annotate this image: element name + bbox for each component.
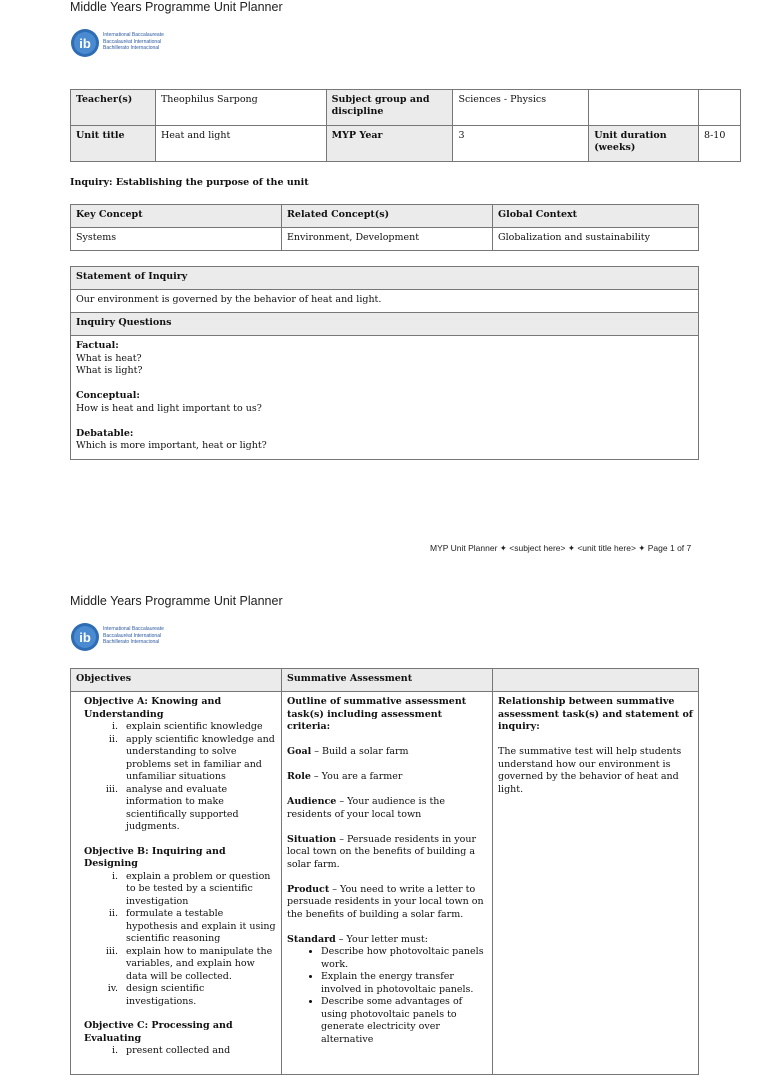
unit-duration-value: 8-10 — [699, 126, 741, 162]
objective-b-title: Objective B: Inquiring and Designing — [84, 845, 226, 869]
key-concept-value: Systems — [71, 228, 282, 251]
factual-label: Factual: — [76, 340, 119, 351]
unit-title-value: Heat and light — [155, 126, 326, 162]
related-concept-value: Environment, Development — [282, 228, 493, 251]
list-item: • Explain the energy transfer involved in photovoltaic panels. — [321, 971, 487, 996]
page-footer: MYP Unit Planner ✦ <subject here> ✦ <unit title here> ✦ Page 1 of 7 — [430, 543, 692, 553]
objective-b-list — [84, 871, 276, 1009]
ib-logo-icon — [70, 622, 100, 652]
page-header: Middle Years Programme Unit Planner — [70, 0, 283, 14]
summative-cell — [282, 692, 493, 1075]
logo-line-3: Bachillerato Internacional — [103, 45, 160, 51]
global-context-value: Globalization and sustainability — [493, 228, 699, 251]
ib-logo — [70, 28, 180, 60]
product-line: Product – You need to write a letter to persuade residents in your local town on the benefits of building a solar farm. — [287, 883, 484, 920]
objective-a-list — [84, 721, 276, 834]
conceptual-label: Conceptual: — [76, 390, 140, 401]
empty-cell — [589, 90, 699, 126]
ib-logo-icon — [70, 28, 100, 58]
list-item: iii. analyse and evaluate information to make scientifically supported judgments. — [105, 783, 239, 832]
logo-line-1: International Baccalaureate — [103, 32, 164, 38]
subject-value: Sciences - Physics — [453, 90, 589, 126]
inquiry-questions — [71, 336, 699, 460]
myp-year-value: 3 — [453, 126, 589, 162]
list-item: • Describe some advantages of using photovoltaic panels to generate electricity over alternative — [321, 996, 487, 1046]
logo-line-2: Baccalauréat International — [103, 632, 162, 639]
objectives-cell — [71, 692, 282, 1075]
conceptual-question: How is heat and light important to us? — [76, 402, 262, 414]
summative-label: Summative Assessment — [282, 669, 493, 692]
statement-value: Our environment is governed by the behavior of heat and light. — [71, 290, 699, 313]
logo-line-1: International Baccalaureate — [103, 626, 164, 632]
svg-text:ib: ib — [79, 36, 91, 51]
ib-logo — [70, 622, 180, 654]
empty-cell — [699, 90, 741, 126]
list-item: ii. formulate a testable hypothesis and explain it using scientific reasoning — [108, 908, 276, 944]
page-header: Middle Years Programme Unit Planner — [70, 594, 283, 608]
list-item: i. explain a problem or question to be tested by a scientific investigation — [111, 870, 271, 907]
teacher-label: Teacher(s) — [71, 90, 156, 126]
objectives-label: Objectives — [71, 669, 282, 692]
objective-a-title: Objective A: Knowing and Understanding — [84, 696, 222, 720]
factual-question: What is light? — [76, 365, 143, 376]
svg-text:ib: ib — [79, 630, 91, 645]
inquiry-questions-label: Inquiry Questions — [71, 313, 699, 336]
relationship-header — [493, 669, 699, 692]
global-context-label: Global Context — [493, 205, 699, 228]
logo-line-2: Baccalauréat International — [103, 38, 162, 45]
concepts-table — [70, 204, 699, 251]
factual-question: What is heat? — [76, 352, 142, 364]
key-concept-label: Key Concept — [71, 205, 282, 228]
statement-label: Statement of Inquiry — [71, 267, 699, 290]
relationship-title: Relationship between summative assessment task(s) and statement of inquiry: — [498, 696, 693, 732]
audience-line: Audience – Your audience is the residents of your local town — [287, 796, 446, 820]
debatable-question: Which is more important, heat or light? — [76, 440, 267, 451]
summative-outline: Outline of summative assessment task(s) including assessment criteria: — [287, 696, 467, 732]
objective-c-list — [84, 1045, 276, 1058]
role-line: Role – You are a farmer — [287, 771, 403, 782]
debatable-label: Debatable: — [76, 427, 134, 439]
logo-line-3: Bachillerato Internacional — [103, 639, 160, 645]
assessment-table — [70, 668, 699, 1075]
list-item: ii. apply scientific knowledge and understanding to solve problems set in familiar and unfamiliar situations — [108, 733, 275, 782]
unit-duration-label: Unit duration (weeks) — [589, 126, 699, 162]
inquiry-heading: Inquiry: Establishing the purpose of the unit — [70, 177, 309, 188]
related-concept-label: Related Concept(s) — [282, 205, 493, 228]
unit-title-label: Unit title — [71, 126, 156, 162]
standard-line: Standard – Your letter must: — [287, 933, 428, 945]
inquiry-table — [70, 266, 699, 460]
subject-label: Subject group and discipline — [326, 90, 453, 126]
list-item: i. explain scientific knowledge — [111, 721, 263, 732]
teacher-value: Theophilus Sarpong — [155, 90, 326, 126]
situation-line: Situation – Persuade residents in your local town on the benefits of building a solar farm. — [287, 833, 477, 870]
myp-year-label: MYP Year — [326, 126, 453, 162]
list-item: iii. explain how to manipulate the variables, and explain how data will be collected. — [105, 945, 273, 982]
relationship-text: The summative test will help students understand how our environment is governed by the behavior of heat and light. — [498, 746, 682, 795]
standard-list — [287, 946, 487, 1046]
objective-c-title: Objective C: Processing and Evaluating — [84, 1020, 233, 1044]
relationship-cell — [493, 692, 699, 1075]
goal-line: Goal – Build a solar farm — [287, 746, 409, 757]
list-item: • Describe how photovoltaic panels work. — [321, 946, 487, 971]
unit-info-table — [70, 89, 741, 162]
list-item: iv. design scientific investigations. — [107, 983, 205, 1007]
list-item: i. present collected and — [111, 1045, 231, 1056]
